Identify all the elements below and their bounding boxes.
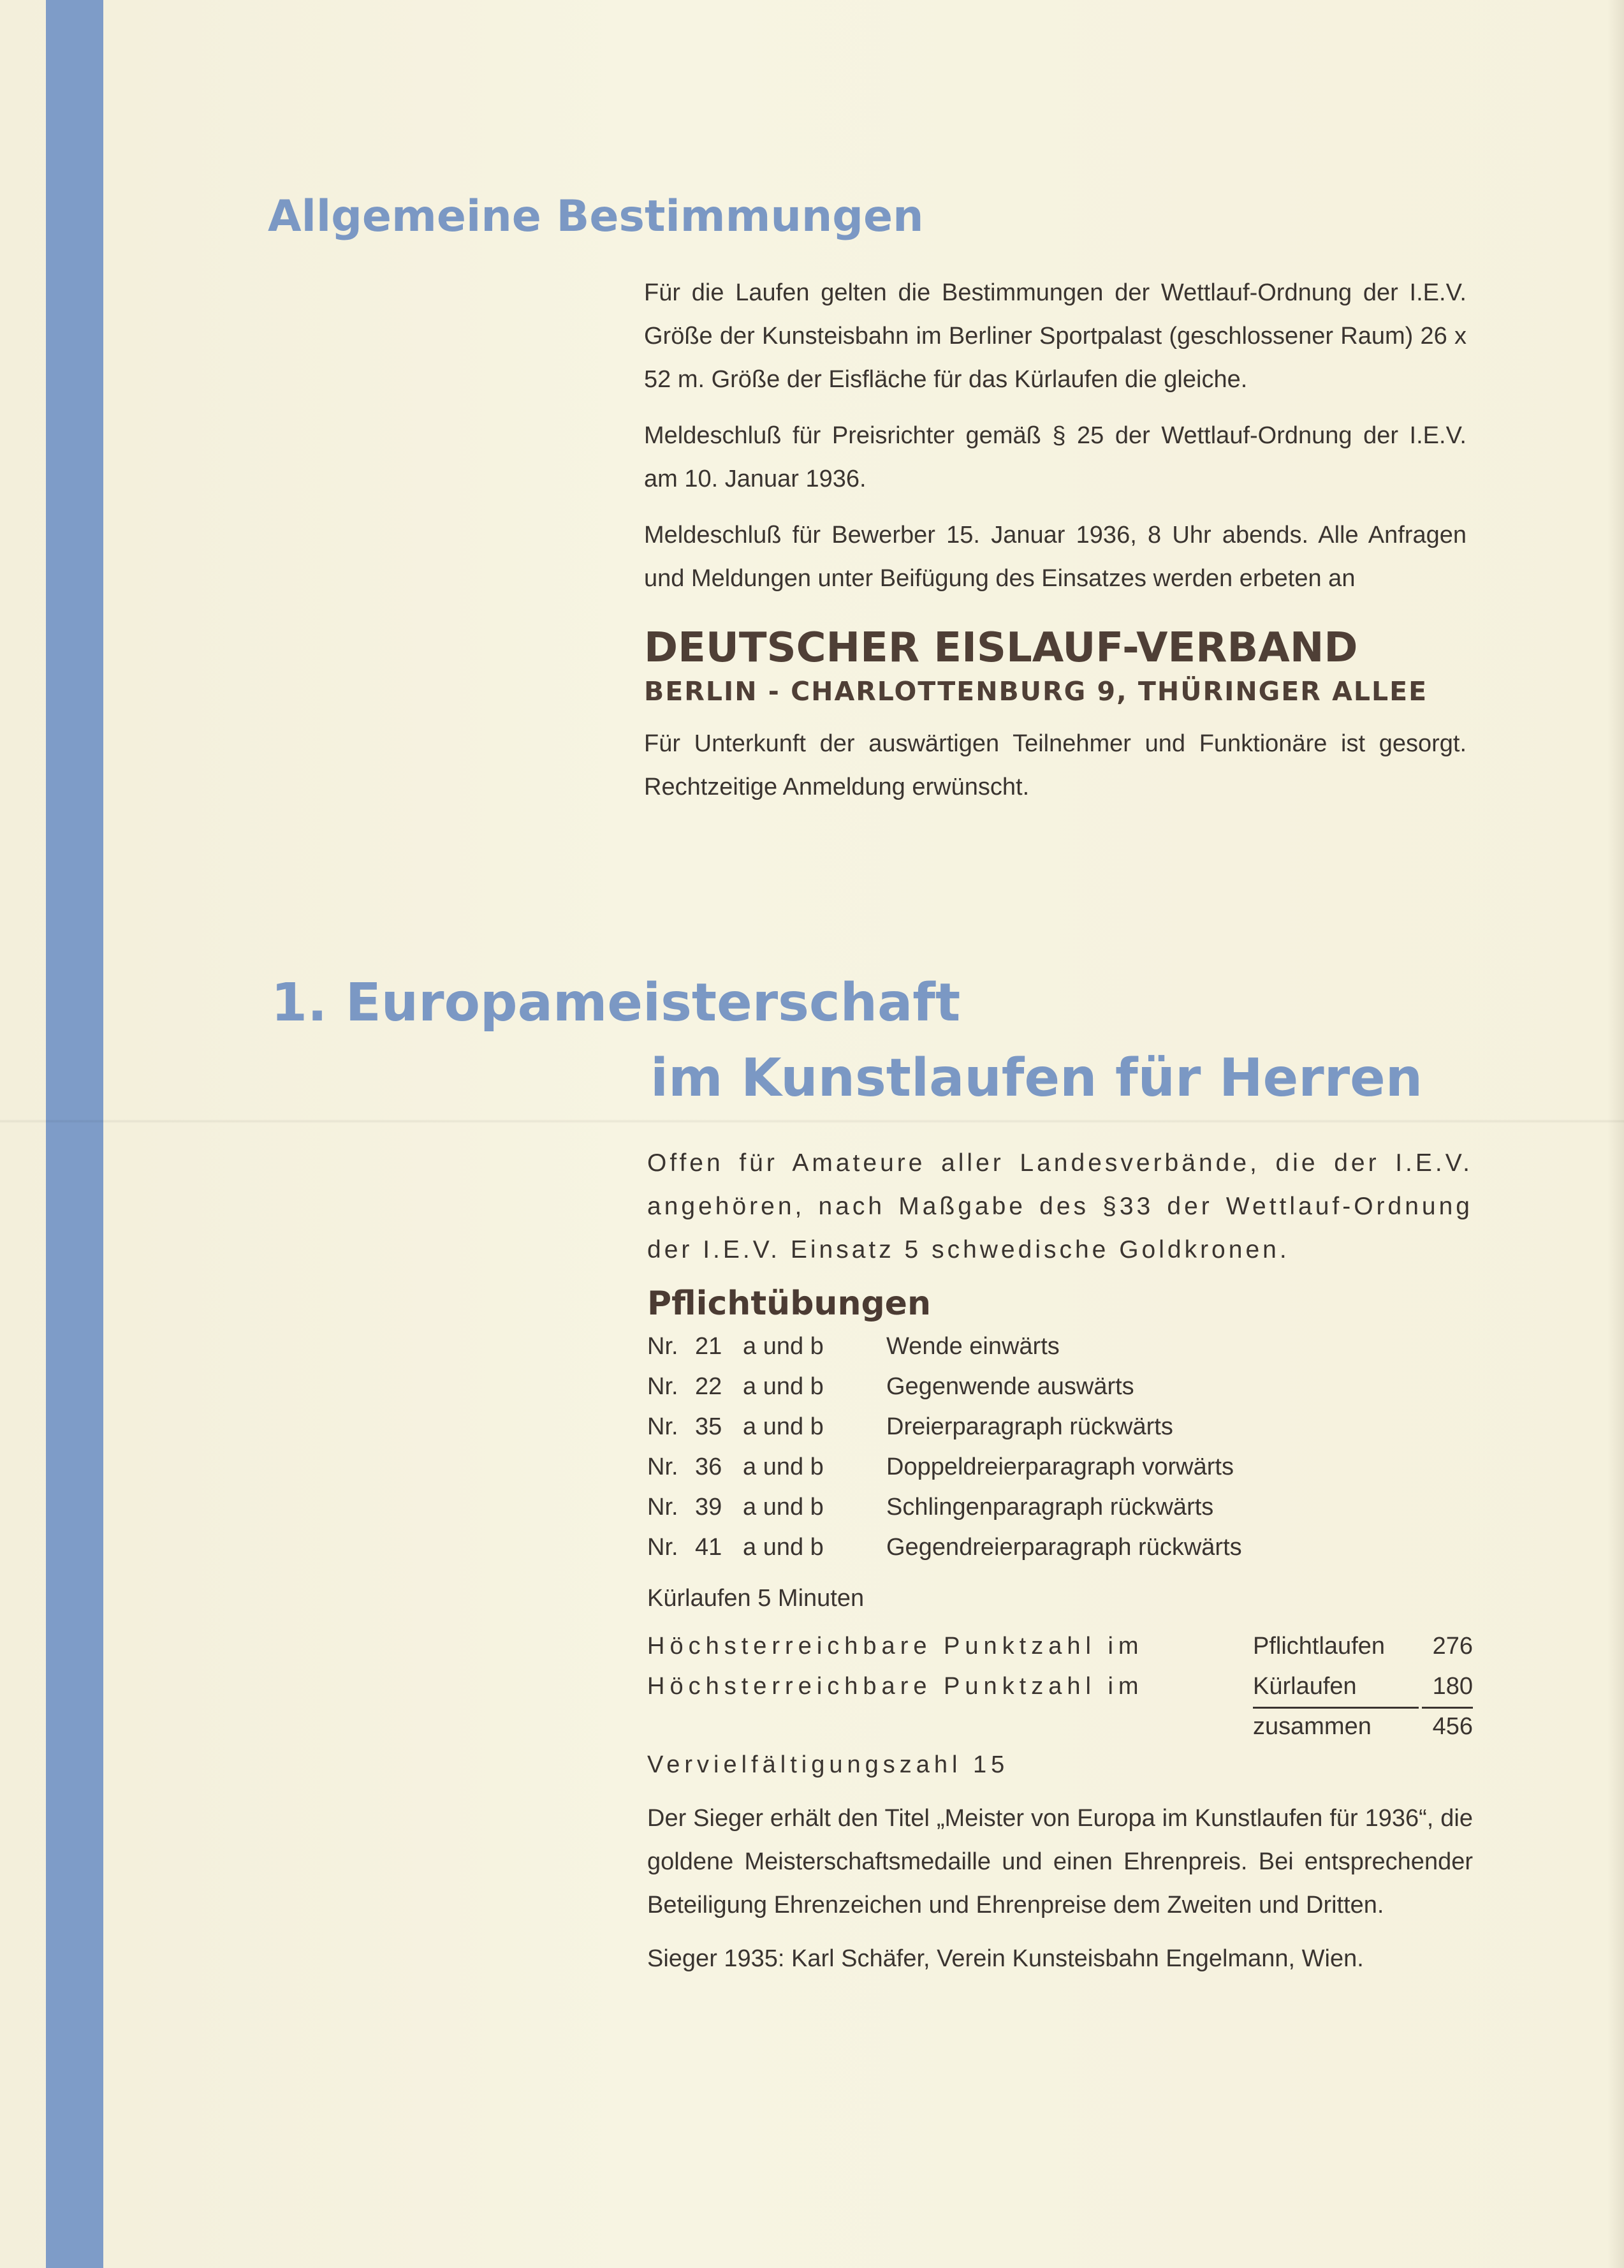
free-skating-duration: Kürlaufen 5 Minuten bbox=[647, 1585, 865, 1612]
multiplier: Vervielfältigungszahl 15 bbox=[647, 1751, 1009, 1778]
table-row: Nr. 35 a und b Dreierparagraph rückwärts bbox=[647, 1413, 1173, 1440]
general-paragraph-1: Für die Laufen gelten die Bestimmungen der Wettlauf-Ordnung der I.E.V. Größe der Kunsteisbahn im Berliner Sportpalast (geschlossener Raum) 26 x 52 m. Größe der Eisfläche für das Kürlaufen die gleiche. bbox=[644, 279, 1467, 393]
championship-section bbox=[647, 1142, 1473, 1980]
blue-margin-band bbox=[46, 0, 103, 2268]
organization-address: BERLIN - CHARLOTTENBURG 9, THÜRINGER ALLEE bbox=[644, 676, 1428, 707]
fold-crease bbox=[0, 1119, 1624, 1123]
score-row-total bbox=[647, 1707, 1473, 1747]
total-value: 456 bbox=[1432, 1713, 1473, 1740]
general-paragraph-3: Meldeschluß für Bewerber 15. Januar 1936, 8 Uhr abends. Alle Anfragen und Meldungen unter Beifügung des Einsatzes werden erbeten an bbox=[644, 522, 1467, 592]
general-heading: Allgemeine Bestimmungen bbox=[268, 191, 924, 242]
previous-winner: Sieger 1935: Karl Schäfer, Verein Kunsteisbahn Engelmann, Wien. bbox=[647, 1945, 1364, 1972]
compulsory-heading: Pflichtübungen bbox=[647, 1285, 931, 1323]
score-row-free bbox=[647, 1667, 1473, 1707]
general-paragraph-2: Meldeschluß für Preisrichter gemäß § 25 der Wettlauf-Ordnung der I.E.V. am 10. Januar 1936. bbox=[644, 422, 1467, 492]
table-row: Nr. 21 a und b Wende einwärts bbox=[647, 1333, 1060, 1360]
winner-text: Der Sieger erhält den Titel „Meister von Europa im Kunstlaufen für 1936“, die goldene Meisterschaftsmedaille und einen Ehrenpreis. Bei entsprechender Beteiligung Ehrenzeichen und Ehrenpreise dem Zweiten und Dritten. bbox=[647, 1805, 1473, 1918]
total-label: zusammen bbox=[1253, 1713, 1372, 1740]
score-label: Höchsterreichbare Punktzahl im bbox=[647, 1633, 1144, 1660]
table-row: Nr. 36 a und b Doppeldreierparagraph vorwärts bbox=[647, 1454, 1234, 1480]
table-row: Nr. 22 a und b Gegenwende auswärts bbox=[647, 1373, 1134, 1400]
score-value: 276 bbox=[1432, 1633, 1473, 1660]
table-row: Nr. 41 a und b Gegendreierparagraph rückwärts bbox=[647, 1534, 1242, 1561]
score-category: Kürlaufen bbox=[1253, 1667, 1419, 1709]
score-row-compulsory bbox=[647, 1626, 1473, 1667]
score-label: Höchsterreichbare Punktzahl im bbox=[647, 1673, 1144, 1700]
general-paragraph-4: Für Unterkunft der auswärtigen Teilnehmer und Funktionäre ist gesorgt. Rechtzeitige Anmeldung erwünscht. bbox=[644, 730, 1467, 800]
championship-title-line-2: im Kunstlaufen für Herren bbox=[650, 1048, 1423, 1108]
paper-edge-shadow bbox=[1607, 0, 1624, 2268]
table-row: Nr. 39 a und b Schlingenparagraph rückwärts bbox=[647, 1494, 1214, 1521]
score-value: 180 bbox=[1422, 1667, 1473, 1709]
championship-title-line-1: 1. Europameisterschaft bbox=[271, 973, 961, 1033]
general-section bbox=[644, 271, 1467, 809]
organization-name: DEUTSCHER EISLAUF-VERBAND bbox=[644, 624, 1358, 672]
championship-intro: Offen für Amateure aller Landesverbände, die der I.E.V. angehören, nach Maßgabe des §33 der Wettlauf-Ordnung der I.E.V. Einsatz 5 schwedische Goldkronen. bbox=[647, 1149, 1473, 1263]
score-category: Pflichtlaufen bbox=[1253, 1633, 1386, 1660]
exercise-table bbox=[647, 1327, 1242, 1568]
